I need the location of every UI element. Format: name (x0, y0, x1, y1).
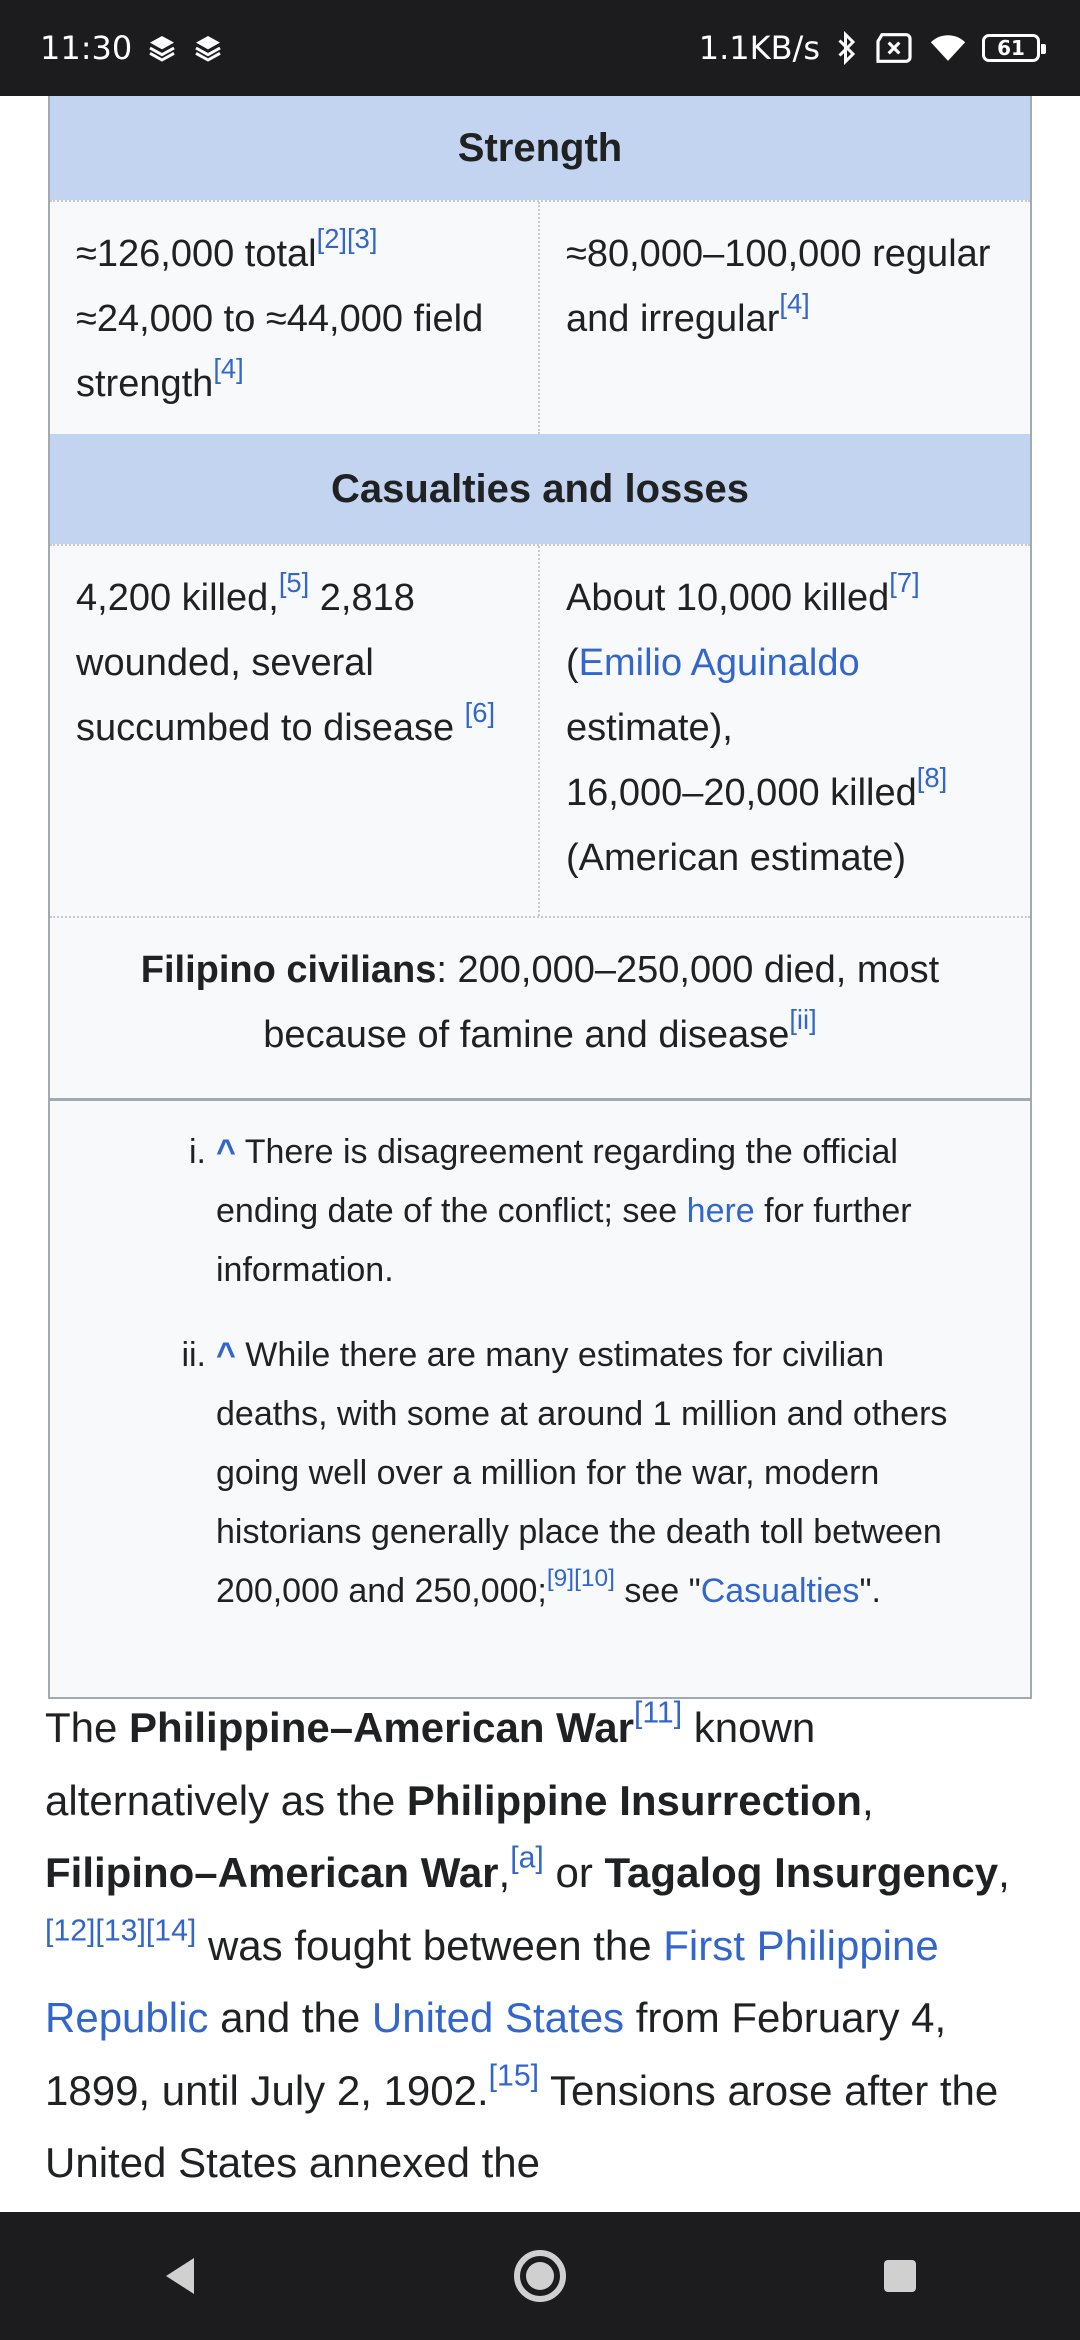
ref-8[interactable]: [8] (916, 762, 948, 794)
infobox (48, 96, 1032, 1699)
strength-ph: ≈80,000–100,000 regular and irregular[4] (566, 233, 991, 340)
strength-us: ≈126,000 total[2][3] ≈24,000 to ≈44,000 field strength[4] (50, 202, 540, 434)
link-emilio-aguinaldo[interactable]: Emilio Aguinaldo (578, 642, 860, 684)
casualties-header: Casualties and losses (50, 434, 1030, 544)
infobox-notes (50, 1098, 1030, 1697)
recents-icon (882, 2258, 918, 2294)
ref-a[interactable]: [a] (510, 1841, 544, 1875)
link-united-states[interactable]: United States (371, 1994, 625, 2041)
back-icon (160, 2254, 200, 2298)
link-casualties[interactable]: Casualties (700, 1572, 860, 1610)
recents-button[interactable] (860, 2236, 940, 2316)
home-button[interactable] (500, 2236, 580, 2316)
navigation-bar (0, 2212, 1080, 2340)
casualties-row (50, 544, 1030, 916)
ref-ii[interactable]: [ii] (789, 1004, 817, 1036)
no-sim-icon (874, 32, 914, 64)
page-content (0, 96, 1080, 2212)
battery-icon (982, 34, 1040, 62)
ref-4b[interactable]: [4] (779, 288, 810, 320)
ref-15[interactable]: [15] (488, 2058, 540, 2092)
bluetooth-icon (834, 30, 860, 66)
ref-9-10[interactable]: [9][10] (546, 1565, 615, 1593)
stack-icon (146, 32, 178, 64)
ref-12-13-14[interactable]: [12][13][14] (45, 1913, 197, 1947)
note-i-backlink[interactable]: ^ (216, 1133, 236, 1171)
battery-level: 61 (997, 36, 1025, 60)
note-ii: ii. ^ While there are many estimates for civilian deaths, with some at around 1 million and others going well over a million for the war, modern historians generally place the death toll between 200,000 and 250,000;[9][10] see "Casualties". (181, 1336, 948, 1610)
ref-5[interactable]: [5] (278, 567, 310, 599)
casualties-ph: About 10,000 killed[7] (Emilio Aguinaldo estimate), 16,000–20,000 killed[8] (American estimate) (566, 567, 948, 879)
ref-6[interactable]: [6] (464, 697, 496, 729)
civilians-row: Filipino civilians: 200,000–250,000 died, most because of famine and disease[ii] (50, 916, 1030, 1098)
status-left (40, 29, 224, 67)
home-icon (512, 2248, 568, 2304)
ref-7[interactable]: [7] (889, 567, 920, 599)
ref-2-3[interactable]: [2][3] (316, 223, 378, 255)
wifi-icon (928, 32, 968, 64)
article-lead-paragraph: The Philippine–American War[11] known alternatively as the Philippine Insurrection, Filipino–American War,[a] or Tagalog Insurgency,[12][13][14] was fought between the First Philippine Republic and the United States from February 4, 1899, until July 2, 1902.[15] Tensions arose after the United States annexed the (45, 1696, 1010, 2186)
status-time: 11:30 (40, 29, 133, 67)
strength-header: Strength (50, 96, 1030, 200)
link-first-philippine-republic[interactable]: First Philippine Republic (45, 1921, 939, 2041)
stack-icon-2 (192, 32, 224, 64)
strength-row (50, 200, 1030, 434)
link-here[interactable]: here (686, 1192, 755, 1230)
note-i: i. ^ There is disagreement regarding the official ending date of the conflict; see here for further information. (189, 1133, 912, 1289)
ref-4[interactable]: [4] (213, 353, 244, 385)
status-bar (0, 0, 1080, 96)
note-ii-backlink[interactable]: ^ (216, 1336, 236, 1374)
back-button[interactable] (140, 2236, 220, 2316)
status-right (699, 29, 1040, 67)
casualties-us: 4,200 killed,[5] 2,818 wounded, several succumbed to disease [6] (50, 546, 540, 916)
network-speed: 1.1KB/s (698, 29, 820, 67)
ref-11[interactable]: [11] (633, 1696, 683, 1730)
